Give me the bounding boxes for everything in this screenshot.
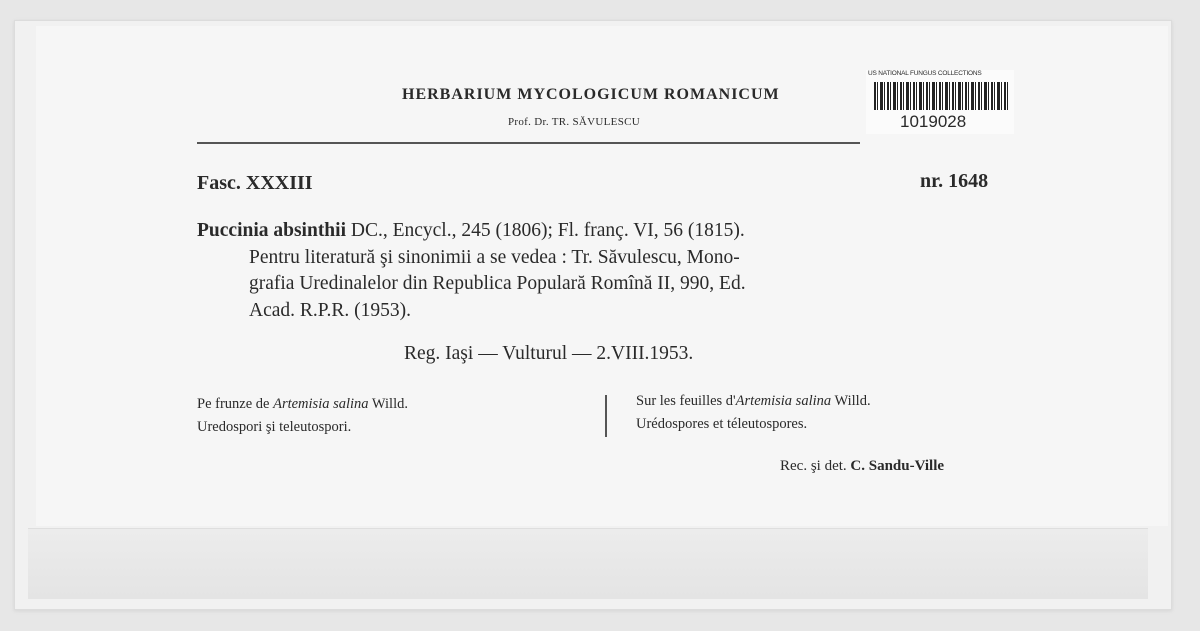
- taxon-reference: [197, 218, 1027, 324]
- host-ro-prefix: Pe frunze de: [197, 396, 274, 412]
- spores-romanian: Uredospori şi teleutospori.: [197, 419, 352, 435]
- taxon-name: Puccinia absinthii: [197, 220, 346, 241]
- host-fr-prefix: Sur les feuilles d': [636, 393, 736, 409]
- barcode-caption: US NATIONAL FUNGUS COLLECTIONS: [868, 70, 982, 77]
- host-ro-author: Willd.: [368, 396, 408, 412]
- host-romanian: [197, 393, 408, 439]
- reference-line-2: Pentru literatură şi sinonimii a se vedea : Tr. Săvulescu, Mono-: [249, 246, 740, 268]
- taxon-citation: DC., Encycl., 245 (1806); Fl. franç. VI, 56 (1815).: [346, 220, 745, 241]
- herbarium-title: HERBARIUM MYCOLOGICUM ROMANICUM: [402, 86, 780, 103]
- barcode-number: 1019028: [900, 112, 967, 131]
- column-divider: [605, 395, 607, 437]
- collection-locality: Reg. Iaşi — Vulturul — 2.VIII.1953.: [404, 343, 694, 364]
- reference-line-4: Acad. R.P.R. (1953).: [249, 299, 411, 321]
- host-french: [636, 390, 871, 436]
- barcode-icon: [874, 82, 1008, 110]
- spores-french: Urédospores et téleutospores.: [636, 416, 808, 432]
- specimen-number: nr. 1648: [920, 170, 989, 192]
- reference-line-3: grafia Uredinalelor din Republica Populară Romînă II, 990, Ed.: [249, 273, 746, 294]
- herbarium-director: Prof. Dr. TR. SĂVULESCU: [508, 116, 640, 128]
- header-rule: [197, 142, 860, 144]
- host-ro-species: Artemisia salina: [273, 396, 369, 412]
- fascicle-number: Fasc. XXXIII: [197, 172, 313, 194]
- envelope-flap: [28, 528, 1148, 599]
- collector-name: C. Sandu-Ville: [850, 458, 945, 474]
- barcode-label: [866, 70, 1014, 134]
- collector-line: [780, 458, 944, 475]
- host-fr-author: Willd.: [831, 393, 871, 409]
- host-fr-species: Artemisia salina: [735, 393, 832, 409]
- collector-prefix: Rec. şi det.: [780, 458, 851, 474]
